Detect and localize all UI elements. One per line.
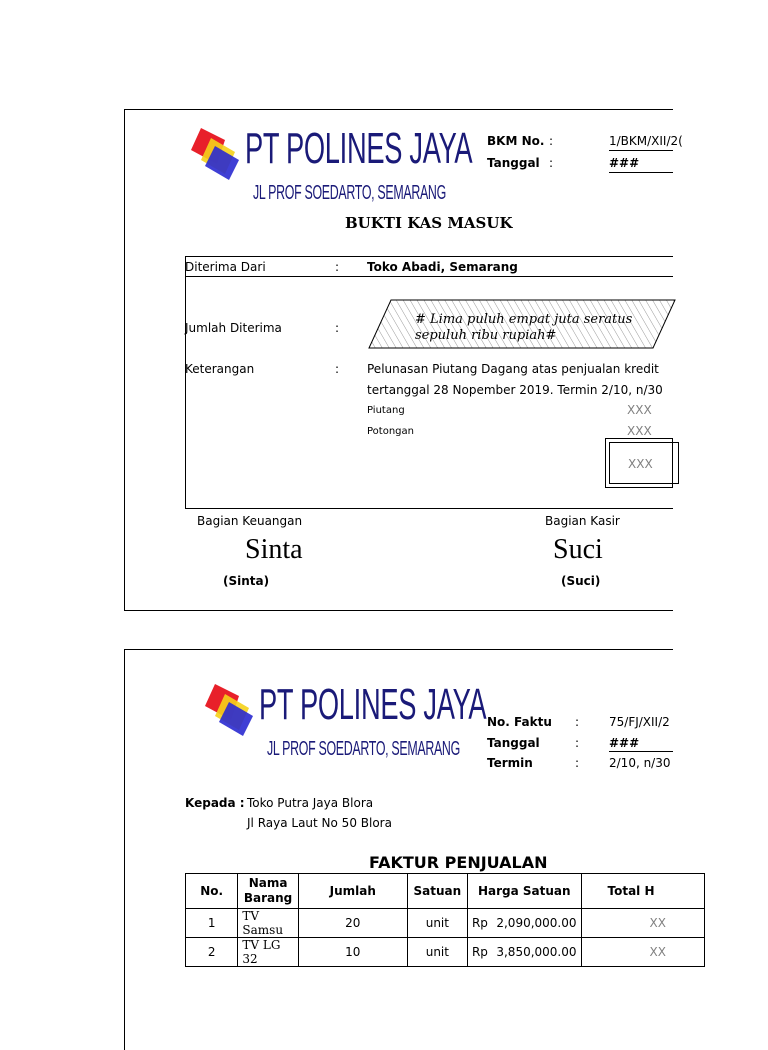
col-qty: Jumlah	[298, 874, 407, 909]
table-row: 1 TV Samsu 20 unit Rp 2,090,000.00 XX	[186, 909, 705, 938]
company-name: PT POLINES JAYA	[245, 124, 473, 173]
bkm-label: BKM No.	[487, 134, 545, 148]
to-line2: Jl Raya Laut No 50 Blora	[247, 816, 392, 830]
term-value: 2/10, n/30	[609, 756, 671, 770]
piutang-value: XXX	[627, 403, 652, 417]
company-logo-icon	[195, 680, 259, 736]
finance-signature: Sinta	[245, 534, 303, 565]
invoice-no-value: 75/FJ/XII/2	[609, 715, 670, 729]
term-label: Termin	[487, 756, 533, 770]
amount-colon: :	[335, 321, 340, 335]
receipt-title: BUKTI KAS MASUK	[345, 214, 513, 232]
note-line2: tertanggal 28 Nopember 2019. Termin 2/10, n/30	[367, 383, 663, 397]
note-line1: Pelunasan Piutang Dagang atas penjualan kredit	[367, 362, 659, 376]
col-name: Nama Barang	[238, 874, 298, 909]
finance-name: (Sinta)	[223, 574, 270, 588]
received-from-label: Diterima Dari	[185, 260, 266, 274]
cashier-signature: Suci	[553, 534, 603, 565]
table-row: 2 TV LG 32 10 unit Rp 3,850,000.00 XX	[186, 938, 705, 967]
date-colon: :	[549, 156, 554, 170]
piutang-label: Piutang	[367, 405, 405, 416]
to-line1: Toko Putra Jaya Blora	[247, 796, 374, 810]
invoice-no-colon: :	[575, 715, 580, 729]
note-colon: :	[335, 362, 340, 376]
company-address: JL PROF SOEDARTO, SEMARANG	[253, 182, 446, 204]
total-value: XXX	[628, 457, 653, 471]
bkm-colon: :	[549, 134, 554, 148]
invoice-date-value: ###	[609, 736, 640, 750]
date-label: Tanggal	[487, 156, 540, 170]
col-total: Total H	[581, 874, 704, 909]
cashier-label: Bagian Kasir	[545, 514, 620, 528]
amount-label: Jumlah Diterima	[185, 321, 282, 335]
total-box	[605, 438, 673, 488]
invoice-date-colon: :	[575, 736, 580, 750]
invoice-no-label: No. Faktu	[487, 715, 552, 729]
cashier-name: (Suci)	[561, 574, 601, 588]
to-label: Kepada :	[185, 796, 245, 810]
potongan-value: XXX	[627, 424, 652, 438]
potongan-label: Potongan	[367, 426, 414, 437]
date-value: ###	[609, 156, 640, 170]
col-price: Harga Satuan	[467, 874, 581, 909]
received-from-value: Toko Abadi, Semarang	[367, 260, 518, 274]
receipt-card	[124, 109, 683, 611]
company-address: JL PROF SOEDARTO, SEMARANG	[267, 738, 460, 760]
col-unit: Satuan	[407, 874, 467, 909]
table-header-row	[186, 874, 705, 909]
note-label: Keterangan	[185, 362, 255, 376]
amount-words-line1: # Lima puluh empat juta seratus	[415, 312, 633, 327]
col-no: No.	[186, 874, 238, 909]
term-colon: :	[575, 756, 580, 770]
finance-label: Bagian Keuangan	[197, 514, 303, 528]
company-name: PT POLINES JAYA	[259, 680, 487, 729]
invoice-title: FAKTUR PENJUALAN	[369, 853, 548, 872]
amount-words-line2: sepuluh ribu rupiah#	[415, 328, 557, 343]
invoice-card	[124, 649, 673, 1050]
bkm-value: 1/BKM/XII/2(	[609, 134, 683, 148]
company-logo-icon	[181, 124, 245, 180]
invoice-table	[185, 873, 705, 967]
invoice-date-label: Tanggal	[487, 736, 540, 750]
received-from-colon: :	[335, 260, 340, 274]
